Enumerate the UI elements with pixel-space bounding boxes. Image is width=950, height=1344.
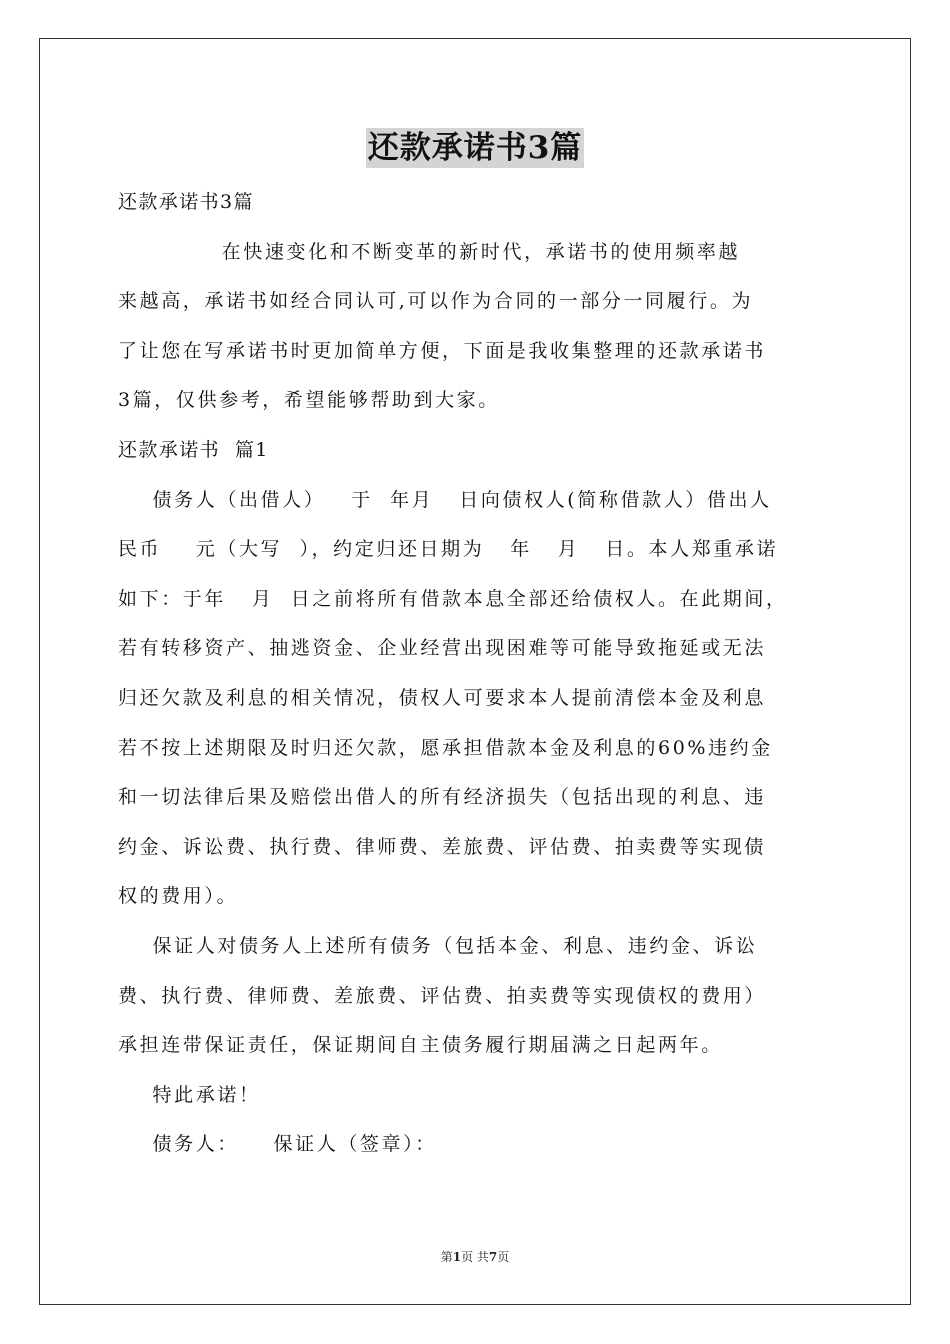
body-line: 和一切法律后果及赔偿出借人的所有经济损失（包括出现的利息、违 xyxy=(118,786,767,809)
closing-line: 特此承诺！ xyxy=(118,1083,261,1106)
body-line: 若有转移资产、抽逃资金、企业经营出现困难等可能导致拖延或无法 xyxy=(118,637,767,660)
body-line: 约金、诉讼费、执行费、律师费、差旅费、评估费、拍卖费等实现债 xyxy=(118,835,767,858)
body-line: 若不按上述期限及时归还欠款，愿承担借款本金及利息的60%违约金 xyxy=(118,736,773,759)
body-line: 归还欠款及利息的相关情况，债权人可要求本人提前清偿本金及利息 xyxy=(118,686,767,709)
body-line: 保证人对债务人上述所有债务（包括本金、利息、违约金、诉讼 xyxy=(118,934,758,957)
body-line: 民币 元（大写 ），约定归还日期为 年 月 日。本人郑重承诺 xyxy=(118,538,779,561)
body-line: 如下：于年 月 日之前将所有借款本息全部还给债权人。在此期间， xyxy=(118,587,788,610)
body-line: 在快速变化和不断变革的新时代，承诺书的使用频率越 xyxy=(118,240,741,263)
footer-mid: 页 共 xyxy=(461,1250,489,1264)
body-line: 债务人（出借人） 于 年月 日向债权人(简称借款人）借出人 xyxy=(118,488,772,511)
section-heading: 还款承诺书 篇1 xyxy=(118,438,269,461)
footer-suffix: 页 xyxy=(497,1250,510,1264)
subtitle-line: 还款承诺书3篇 xyxy=(118,191,254,213)
body-line: 来越高，承诺书如经合同认可,可以作为合同的一部分一同履行。为 xyxy=(118,290,754,313)
page-number: 1 xyxy=(452,1250,462,1264)
body-line: 了让您在写承诺书时更加简单方便，下面是我收集整理的还款承诺书 xyxy=(118,339,767,362)
document-body xyxy=(118,178,834,1170)
body-line: 费、执行费、律师费、差旅费、评估费、拍卖费等实现债权的费用） xyxy=(118,984,767,1007)
body-line: 承担连带保证责任，保证期间自主债务履行期届满之日起两年。 xyxy=(118,1034,723,1057)
page-footer xyxy=(0,1248,950,1265)
body-line: 3篇，仅供参考，希望能够帮助到大家。 xyxy=(118,389,500,412)
signature-line: 债务人： 保证人（签章）： xyxy=(118,1133,437,1156)
document-title-wrapper xyxy=(0,128,950,168)
footer-prefix: 第 xyxy=(440,1250,453,1264)
document-title: 还款承诺书3篇 xyxy=(367,130,583,166)
body-line: 权的费用）。 xyxy=(118,885,239,908)
total-pages: 7 xyxy=(488,1250,498,1264)
